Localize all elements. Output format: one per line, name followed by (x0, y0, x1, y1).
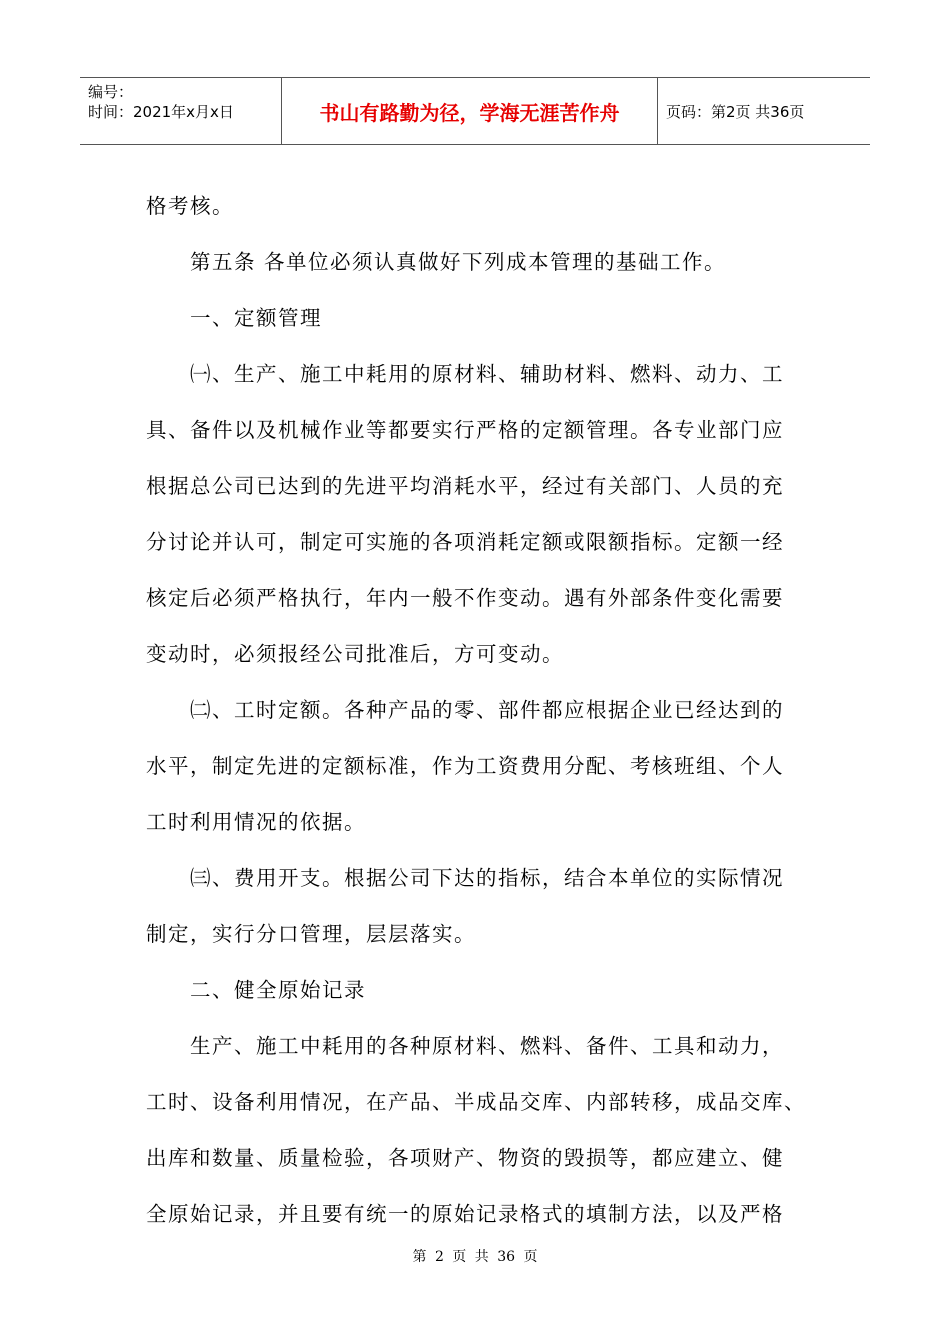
body-line: 全原始记录，并且要有统一的原始记录格式的填制方法，以及严格 (146, 1202, 784, 1226)
body-line: 具、备件以及机械作业等都要实行严格的定额管理。各专业部门应 (146, 418, 784, 442)
header-motto: 书山有路勤为径，学海无涯苦作舟 (282, 78, 658, 144)
body-line: 二、健全原始记录 (190, 978, 366, 1002)
document-time-label: 时间：2021年x月x日 (88, 103, 234, 121)
body-line: 格考核。 (146, 194, 234, 218)
page-footer: 第 2 页 共 36 页 (412, 1249, 538, 1265)
header-left-cell (80, 78, 282, 144)
body-line: ㈢、费用开支。根据公司下达的指标，结合本单位的实际情况 (190, 866, 784, 890)
body-line: ㈠、生产、施工中耗用的原材料、辅助材料、燃料、动力、工 (190, 362, 784, 386)
body-line: 生产、施工中耗用的各种原材料、燃料、备件、工具和动力， (190, 1034, 784, 1058)
body-line: 核定后必须严格执行，年内一般不作变动。遇有外部条件变化需要 (146, 586, 784, 610)
body-line: 水平，制定先进的定额标准，作为工资费用分配、考核班组、个人 (146, 754, 784, 778)
body-line: 制定，实行分口管理，层层落实。 (146, 922, 476, 946)
header-page-info: 页码：第2页 共36页 (666, 102, 805, 121)
body-line: 工时、设备利用情况，在产品、半成品交库、内部转移，成品交库、 (146, 1090, 806, 1114)
body-line: 第五条 各单位必须认真做好下列成本管理的基础工作。 (190, 250, 727, 274)
document-number-label: 编号： (88, 83, 134, 101)
document-header (80, 77, 870, 145)
body-line: 变动时，必须报经公司批准后，方可变动。 (146, 642, 564, 666)
body-line: 分讨论并认可，制定可实施的各项消耗定额或限额指标。定额一经 (146, 530, 784, 554)
body-line: ㈡、工时定额。各种产品的零、部件都应根据企业已经达到的 (190, 698, 784, 722)
body-line: 一、定额管理 (190, 306, 322, 330)
body-line: 根据总公司已达到的先进平均消耗水平，经过有关部门、人员的充 (146, 474, 784, 498)
body-line: 工时利用情况的依据。 (146, 810, 366, 834)
document-body (146, 178, 836, 1242)
body-line: 出库和数量、质量检验，各项财产、物资的毁损等，都应建立、健 (146, 1146, 784, 1170)
